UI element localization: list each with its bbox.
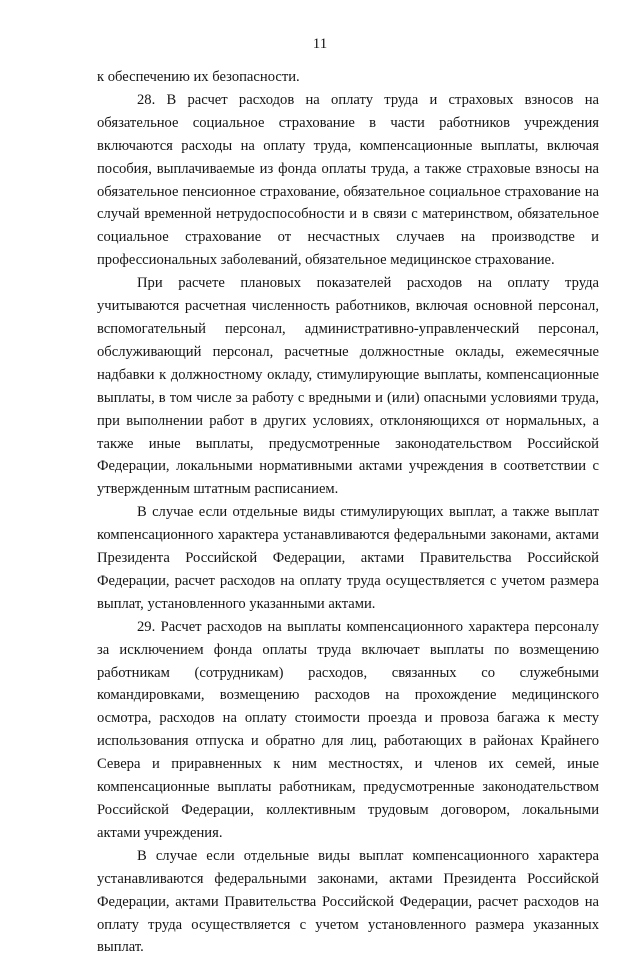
paragraph-item-29: 29. Расчет расходов на выплаты компенсационного характера персоналу за исключением фонда оплаты труда включает выплаты по возмещению работникам (сотрудникам) расходов, связанных со служебными командировками, возмещению расходов на прохождение медицинского осмотра, расходов на оплату стоимости проезда и провоза багажа к месту использования отпуска и обратно для лиц, работающих в районах Крайнего Севера и приравненных к ним местностях, и членов их семей, иные компенсационные выплаты работникам, предусмотренные законодательством Российской Федерации, коллективным трудовым договором, локальными актами учреждения. (97, 618, 599, 841)
paragraph-stimulating-payments: В случае если отдельные виды стимулирующих выплат, а также выплат компенсационного характера устанавливаются федеральными законами, актами Президента Российской Федерации, актами Правительства Российской Федерации, расчет расходов на оплату труда осуществляется с учетом размера выплат, установленного указанными актами. (97, 504, 599, 612)
paragraph-planned-indicators: При расчете плановых показателей расходов на оплату труда учитываются расчетная численность работников, включая основной персонал, вспомогательный персонал, административно-управленческий персонал, обслуживающий персонал, расчетные должностные оклады, ежемесячные надбавки к должностному окладу, стимулирующие выплаты, компенсационные выплаты, в том числе за работу с вредными и (или) опасными условиями труда, при выполнении работ в других условиях, отклоняющихся от нормальных, а также иные выплаты, предусмотренные законодательством Российской Федерации, локальными нормативными актами учреждения в соответствии с утвержденным штатным расписанием. (97, 275, 599, 498)
paragraph-compensation-payments: В случае если отдельные виды выплат компенсационного характера устанавливаются федеральными законами, актами Президента Российской Федерации, актами Правительства Российской Федерации, расчет расходов на оплату труда осуществляется с учетом установленного размера указанных выплат. (97, 847, 599, 956)
page-number: 11 (312, 36, 328, 52)
paragraph-item-28: 28. В расчет расходов на оплату труда и страховых взносов на обязательное социальное страхование в части работников учреждения включаются расходы на оплату труда, компенсационные выплаты, включая пособия, выплачиваемые из фонда оплаты труда, а также страховые взносы на обязательное пенсионное страхование, обязательное социальное страхование на случай временной нетрудоспособности и в связи с материнством, обязательное социальное страхование от несчастных случаев на производстве и профессиональных заболеваний, обязательное медицинское страхование. (97, 91, 599, 269)
paragraph-continuation: к обеспечению их безопасности. (97, 69, 300, 85)
document-body (97, 66, 599, 959)
